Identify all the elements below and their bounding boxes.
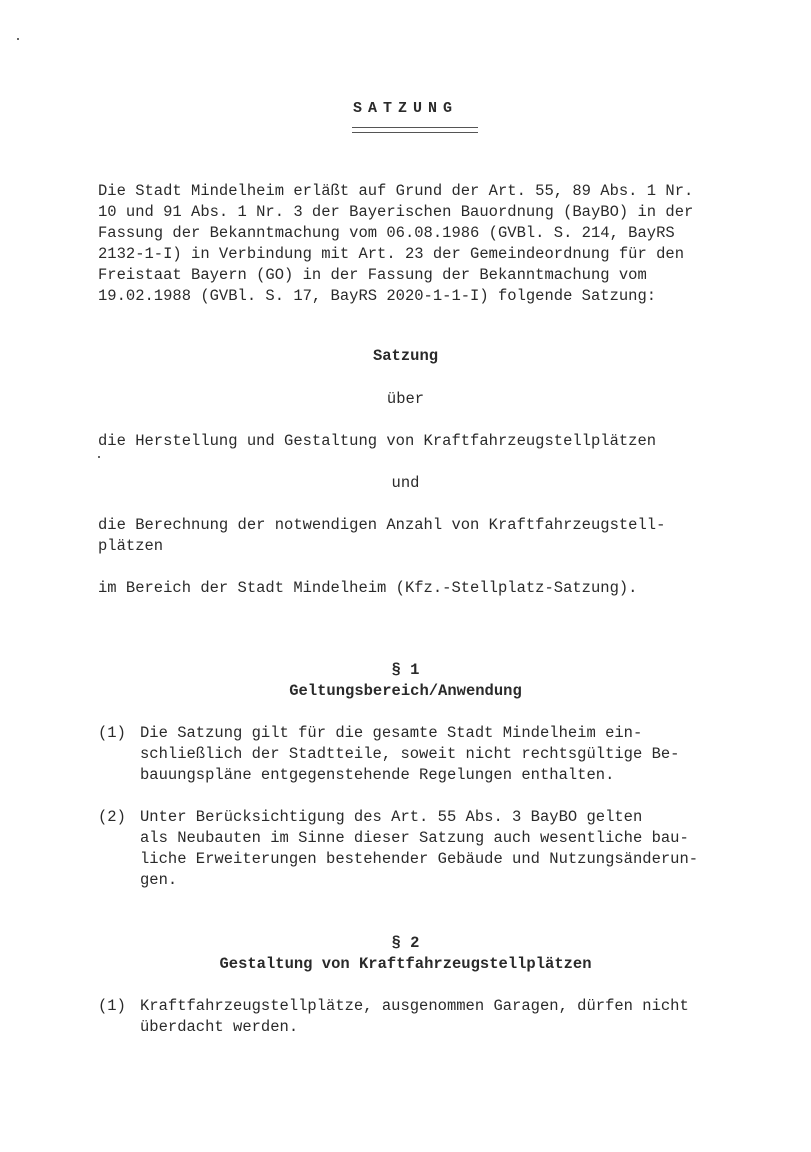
item-line: als Neubauten im Sinne dieser Satzung auch wesentliche bau- bbox=[140, 829, 689, 847]
und-text: und bbox=[391, 474, 420, 492]
scan-speck bbox=[17, 38, 19, 40]
item-line: gen. bbox=[140, 871, 178, 889]
intro-line: Fassung der Bekanntmachung vom 06.08.1986 (GVBl. S. 214, BayRS bbox=[98, 224, 675, 242]
item-label: (1) bbox=[98, 724, 126, 742]
intro-line: 2132-1-I) in Verbindung mit Art. 23 der Gemeindeordnung für den bbox=[98, 245, 684, 263]
subject-line: plätzen bbox=[98, 537, 164, 555]
document-title: SATZUNG bbox=[352, 100, 458, 117]
section-title: Gestaltung von Kraftfahrzeugstellplätzen bbox=[219, 955, 592, 973]
intro-line: 19.02.1988 (GVBl. S. 17, BayRS 2020-1-1-I) folgende Satzung: bbox=[98, 287, 657, 305]
item-line: Kraftfahrzeugstellplätze, ausgenommen Garagen, dürfen nicht bbox=[140, 997, 689, 1015]
intro-line: Freistaat Bayern (GO) in der Fassung der Bekanntmachung vom bbox=[98, 266, 647, 284]
subject-line: im Bereich der Stadt Mindelheim (Kfz.-Stellplatz-Satzung). bbox=[98, 579, 638, 597]
item-line: überdacht werden. bbox=[140, 1018, 299, 1036]
item-line: Unter Berücksichtigung des Art. 55 Abs. 3 BayBO gelten bbox=[140, 808, 643, 826]
title-double-underline bbox=[352, 127, 478, 133]
item-line: Die Satzung gilt für die gesamte Stadt Mindelheim ein- bbox=[140, 724, 643, 742]
item-line: liche Erweiterungen bestehender Gebäude und Nutzungsänderun- bbox=[140, 850, 699, 868]
section-title: Geltungsbereich/Anwendung bbox=[289, 682, 522, 700]
section-number: § 1 bbox=[391, 661, 420, 679]
subject-line: die Berechnung der notwendigen Anzahl von Kraftfahrzeugstell- bbox=[98, 516, 666, 534]
item-line: schließlich der Stadtteile, soweit nicht rechtsgültige Be- bbox=[140, 745, 680, 763]
item-label: (2) bbox=[98, 808, 126, 826]
intro-line: Die Stadt Mindelheim erläßt auf Grund der Art. 55, 89 Abs. 1 Nr. bbox=[98, 182, 694, 200]
ueber-text: über bbox=[386, 390, 425, 408]
section-number: § 2 bbox=[391, 934, 420, 952]
intro-line: 10 und 91 Abs. 1 Nr. 3 der Bayerischen Bauordnung (BayBO) in der bbox=[98, 203, 694, 221]
subject-line: die Herstellung und Gestaltung von Kraftfahrzeugstellplätzen bbox=[98, 432, 657, 450]
item-label: (1) bbox=[98, 997, 126, 1015]
item-line: bauungspläne entgegenstehende Regelungen enthalten. bbox=[140, 766, 615, 784]
satzung-heading: Satzung bbox=[372, 347, 439, 365]
scan-speck bbox=[98, 456, 100, 458]
